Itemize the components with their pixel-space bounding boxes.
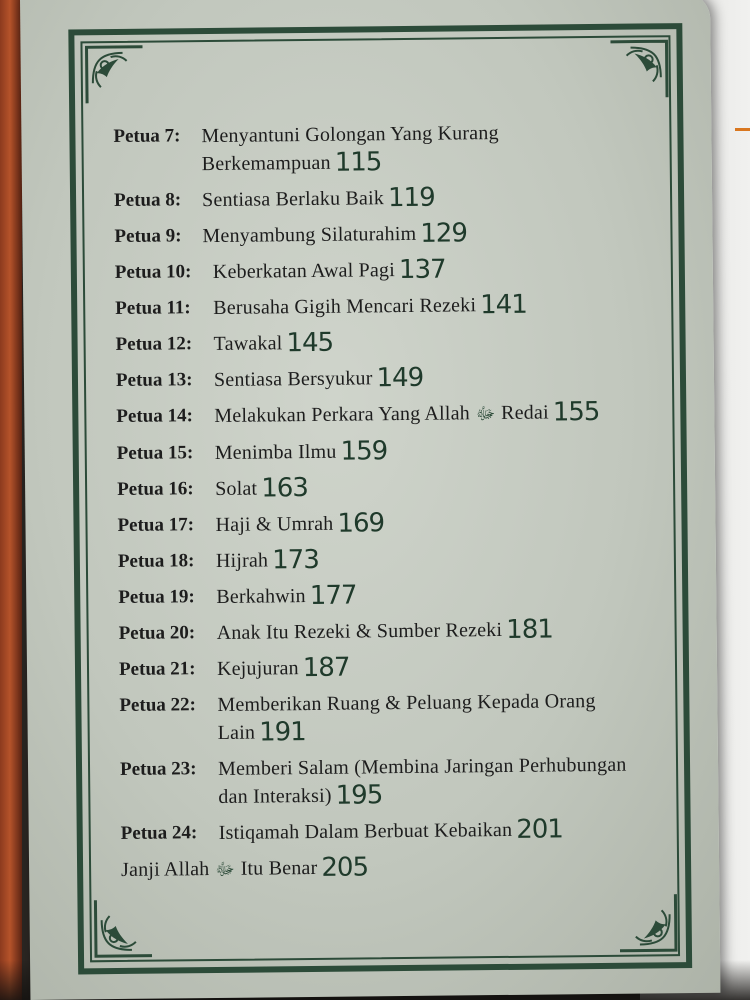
toc-entry <box>118 578 678 612</box>
entry-title: Sentiasa Bersyukur 149 <box>213 362 424 394</box>
entry-title: Tawakal 145 <box>213 327 334 359</box>
page-number: 129 <box>420 218 468 249</box>
toc-entry <box>116 397 676 432</box>
toc-entry <box>118 614 678 648</box>
toc-entry <box>118 542 678 576</box>
entry-title: Janji Allah ﷻ Itu Benar 205 <box>121 852 369 883</box>
entry-label: Petua 9: <box>114 225 182 248</box>
entry-title: Keberkatan Awal Pagi 137 <box>212 254 446 286</box>
page-number: 141 <box>480 289 527 321</box>
page-number: 181 <box>506 614 553 645</box>
entry-label: Petua 22: <box>119 694 197 716</box>
toc-entry <box>119 686 680 748</box>
entry-label: Petua 19: <box>118 586 195 609</box>
page-number: 201 <box>516 814 564 845</box>
flourish-icon <box>91 896 156 961</box>
entry-label: Petua 14: <box>116 405 193 428</box>
entry-title: Menyantuni Golongan Yang Kurang <box>201 121 499 148</box>
entry-label: Petua 23: <box>119 758 197 780</box>
entry-title: Hijrah 173 <box>215 544 319 576</box>
entry-title: Berusaha Gigih Mencari Rezeki 141 <box>213 289 527 321</box>
toc-entry <box>116 361 676 395</box>
corner-ornament-bottom-right <box>615 890 680 955</box>
entry-title: dan Interaksi) 195 <box>218 780 383 811</box>
book-cover-edge <box>0 0 22 1000</box>
entry-title: Haji & Umrah 169 <box>215 508 385 539</box>
page-number: 173 <box>272 544 319 576</box>
entry-title: Anak Itu Rezeki & Sumber Rezeki 181 <box>216 614 553 645</box>
entry-title: Memberikan Ruang & Peluang Kepada Orang <box>217 690 596 716</box>
entry-label: Petua 21: <box>118 658 196 680</box>
entry-label: Petua 10: <box>114 261 192 284</box>
entry-title: Berkemampuan 115 <box>201 147 382 178</box>
page-number: 191 <box>258 717 306 748</box>
toc-entry <box>117 434 677 468</box>
page-number: 205 <box>321 852 369 883</box>
entry-title: Menyambung Silaturahim 129 <box>202 218 468 249</box>
toc-entry <box>115 325 675 359</box>
page-number: 195 <box>335 780 383 811</box>
page-number: 145 <box>286 327 334 359</box>
corner-ornament-top-right <box>606 37 671 102</box>
entry-label: Petua 17: <box>117 514 195 537</box>
table-of-contents <box>113 117 681 893</box>
entry-title: Istiqamah Dalam Berbuat Kebaikan 201 <box>218 814 564 845</box>
toc-entry <box>114 217 674 251</box>
toc-entry <box>117 470 677 504</box>
entry-label: Petua 20: <box>118 622 196 645</box>
corner-ornament-bottom-left <box>91 896 156 961</box>
entry-label: Petua 11: <box>115 297 191 320</box>
entry-label: Petua 7: <box>113 125 181 148</box>
entry-title: Lain 191 <box>217 717 306 748</box>
entry-label: Petua 15: <box>116 442 194 465</box>
entry-title: Kejujuran 187 <box>216 652 350 684</box>
toc-entry <box>121 814 681 848</box>
entry-title: Menimba Ilmu 159 <box>214 436 388 467</box>
book-page <box>20 0 720 1000</box>
honorific-glyph-icon: ﷻ <box>215 859 235 880</box>
corner-ornament-top-left <box>82 43 147 108</box>
page-number: 163 <box>261 473 309 504</box>
flourish-icon <box>82 43 147 108</box>
page-number: 137 <box>398 254 446 286</box>
toc-entry <box>115 253 675 287</box>
page-number: 119 <box>387 182 435 214</box>
page-number: 177 <box>309 580 357 611</box>
entry-label: Petua 8: <box>113 189 182 212</box>
entry-label: Petua 12: <box>115 333 193 356</box>
toc-entry-closing <box>121 850 681 885</box>
page-number: 169 <box>337 508 385 539</box>
toc-entry <box>113 117 674 179</box>
toc-entry <box>120 750 681 812</box>
honorific-glyph-icon: ﷻ <box>475 404 496 424</box>
page-number: 149 <box>376 362 424 394</box>
toc-entry <box>114 181 674 215</box>
entry-title: Memberi Salam (Membina Jaringan Perhubungan <box>217 753 627 780</box>
entry-title: Melakukan Perkara Yang Allah ﷻ Redai 155 <box>214 396 600 428</box>
entry-label: Petua 24: <box>120 822 198 844</box>
entry-title: Solat 163 <box>215 473 309 504</box>
entry-label: Petua 13: <box>115 369 193 392</box>
toc-entry <box>115 289 675 323</box>
flourish-icon <box>606 37 671 102</box>
entry-label: Petua 18: <box>117 550 195 573</box>
entry-title: Sentiasa Berlaku Baik 119 <box>201 182 435 214</box>
flourish-icon <box>615 890 680 955</box>
toc-entry <box>117 506 677 540</box>
page-number: 115 <box>334 147 382 178</box>
facing-page-accent <box>735 128 750 131</box>
entry-title: Berkahwin 177 <box>216 580 357 611</box>
page-number: 155 <box>552 396 600 428</box>
page-number: 187 <box>302 652 350 684</box>
toc-entry <box>119 650 679 684</box>
entry-label: Petua 16: <box>117 478 194 501</box>
page-number: 159 <box>340 436 388 467</box>
